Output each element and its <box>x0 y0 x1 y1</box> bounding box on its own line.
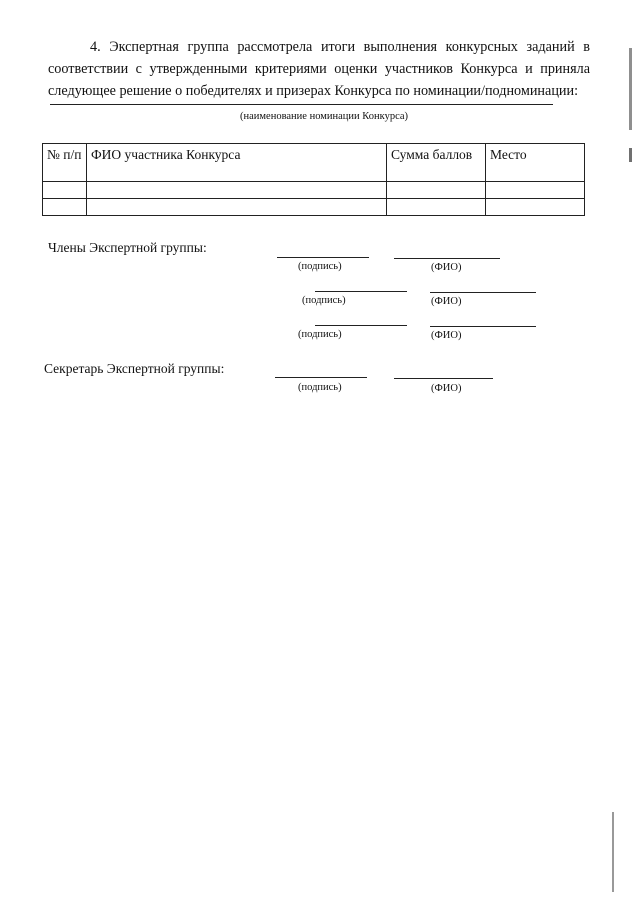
col-number-header: № п/п <box>43 144 87 182</box>
signature-caption: (подпись) <box>302 295 346 306</box>
scan-edge-mark <box>629 48 632 130</box>
col-place-header: Место <box>486 144 585 182</box>
fio-caption: (ФИО) <box>431 262 462 273</box>
fio-line <box>394 258 500 259</box>
table-header-row <box>43 144 585 182</box>
signature-line <box>277 257 369 258</box>
table-cell <box>43 199 87 216</box>
col-score-header: Сумма баллов <box>387 144 486 182</box>
decision-paragraph: 4. Экспертная группа рассмотрела итоги выполнения конкурсных заданий в соответствии с утвержденными критериями оценки участников Конкурса и приняла следующее решение о победителях и призерах Конкурса по номинации/подноминации: <box>48 39 590 99</box>
signature-caption: (подпись) <box>298 261 342 272</box>
scan-edge-mark <box>612 812 614 892</box>
col-name-header: ФИО участника Конкурса <box>87 144 387 182</box>
nomination-fill-line <box>50 104 553 105</box>
signature-caption: (подпись) <box>298 382 342 393</box>
table-cell <box>486 199 585 216</box>
results-table <box>42 143 585 216</box>
table-cell <box>387 199 486 216</box>
fio-caption: (ФИО) <box>431 330 462 341</box>
signature-caption: (подпись) <box>298 329 342 340</box>
fio-line <box>430 292 536 293</box>
members-label: Члены Экспертной группы: <box>48 240 207 255</box>
table-cell <box>387 182 486 199</box>
signature-line <box>275 377 367 378</box>
table-row <box>43 182 585 199</box>
table-row <box>43 199 585 216</box>
scan-edge-mark <box>629 148 632 162</box>
fio-line <box>394 378 493 379</box>
table-cell <box>486 182 585 199</box>
fio-line <box>430 326 536 327</box>
table-cell <box>87 182 387 199</box>
table-cell <box>43 182 87 199</box>
secretary-label: Секретарь Экспертной группы: <box>44 361 225 376</box>
fio-caption: (ФИО) <box>431 296 462 307</box>
nomination-caption: (наименование номинации Конкурса) <box>240 111 409 122</box>
signature-line <box>315 291 407 292</box>
table-cell <box>87 199 387 216</box>
fio-caption: (ФИО) <box>431 383 462 394</box>
signature-line <box>315 325 407 326</box>
